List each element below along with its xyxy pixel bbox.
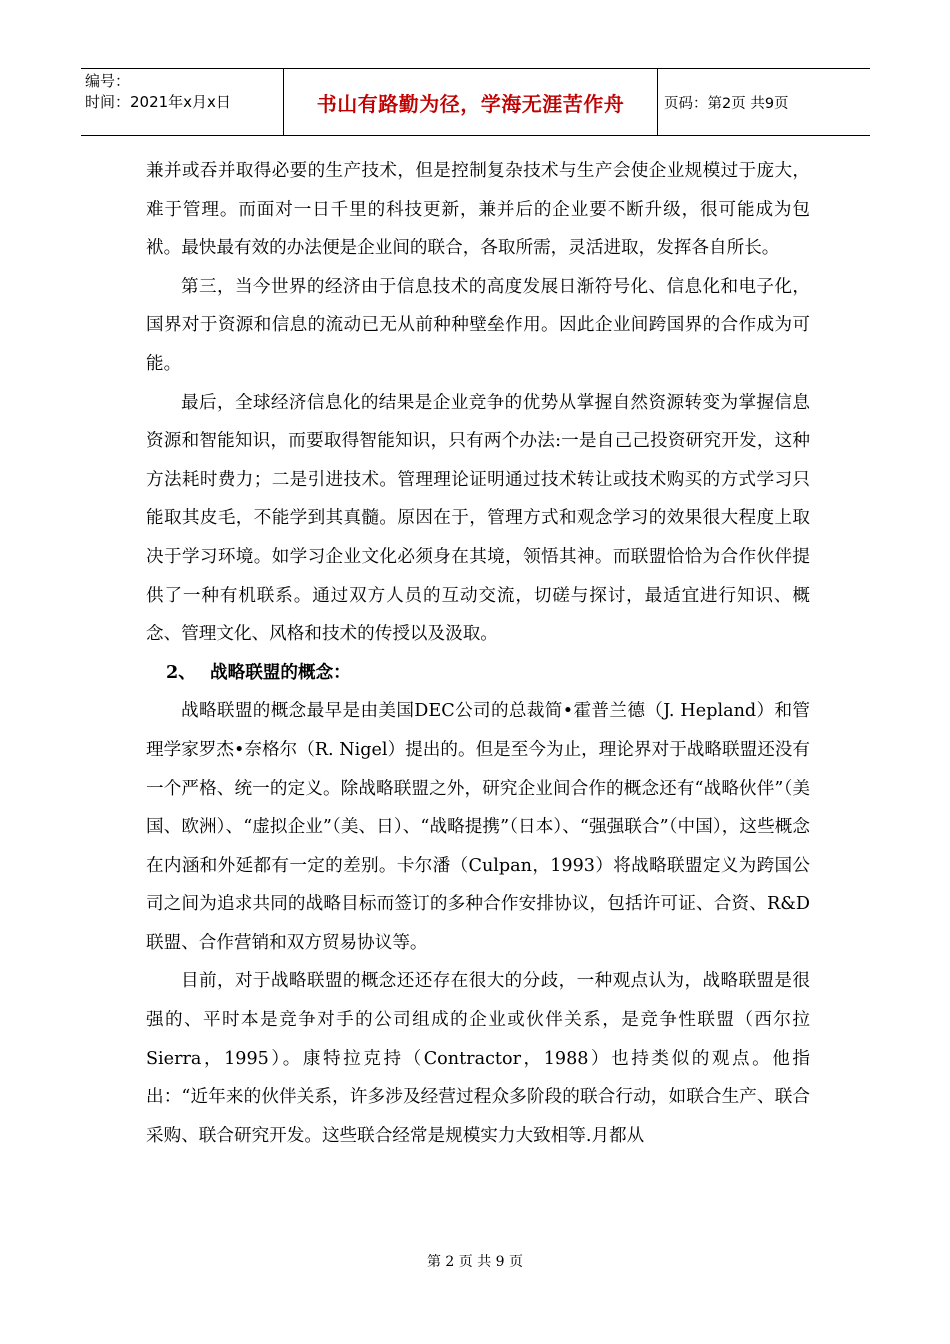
page-code: 页码：第2页 共9页 — [664, 95, 789, 112]
header-info-cell — [81, 69, 283, 135]
paragraph: 目前，对于战略联盟的概念还还存在很大的分歧，一种观点认为，战略联盟是很强的、平时本是竞争对手的公司组成的企业或伙伴关系，是竞争性联盟（西尔拉 Sierra，1995）。康特拉克持（Contractor，1988）也持类似的观点。他指出：“近年来的伙伴关系，许多涉及经营过程众多阶段的联合行动，如联合生产、联合采购、联合研究开发。这些联合经常是规模实力大致相等.月都从 — [146, 971, 810, 1146]
motto-text: 书山有路勤为径，学海无涯苦作舟 — [316, 91, 625, 116]
section-heading — [146, 654, 810, 693]
header-table — [81, 68, 870, 136]
header-motto-cell — [283, 69, 658, 135]
paragraph: 兼并或吞并取得必要的生产技术，但是控制复杂技术与生产会使企业规模过于庞大，难于管理。而面对一日千里的科技更新，兼并后的企业要不断升级，很可能成为包袱。最快最有效的办法便是企业间的联合，各取所需，灵活进取，发挥各自所长。 — [146, 161, 810, 259]
date-label: 时间：2021年x月x日 — [85, 93, 231, 111]
section-title: 战略联盟的概念： — [210, 661, 351, 683]
section-number: 2、 — [166, 661, 196, 683]
paragraph: 战略联盟的概念最早是由美国DEC公司的总裁简•霍普兰德（J. Hepland）和管理学家罗杰•奈格尔（R. Nigel）提出的。但是至今为止，理论界对于战略联盟还没有一个严格、统一的定义。除战略联盟之外，研究企业间合作的概念还有“战略伙伴”（美国、欧洲）、“虚拟企业”（美、日）、“战略提携”（日本）、“强强联合”（中国），这些概念在内涵和外延都有一定的差别。卡尔潘（Culpan，1993）将战略联盟定义为跨国公司之间为追求共同的战略目标而签订的多种合作安排协议，包括许可证、合资、R&D联盟、合作营销和双方贸易协议等。 — [146, 701, 810, 953]
page-footer: 第 2 页 共 9 页 — [426, 1254, 524, 1270]
document-body — [146, 152, 810, 1155]
paragraph: 最后，全球经济信息化的结果是企业竞争的优势从掌握自然资源转变为掌握信息资源和智能知识，而要取得智能知识，只有两个办法:一是自己己投资研究开发，这种方法耗时费力；二是引进技术。管理理论证明通过技术转让或技术购买的方式学习只能取其皮毛，不能学到其真髓。原因在于，管理方式和观念学习的效果很大程度上取决于学习环境。如学习企业文化必须身在其境，领悟其神。而联盟恰恰为合作伙伴提供了一种有机联系。通过双方人员的互动交流，切磋与探讨，最适宜进行知识、概念、管理文化、风格和技术的传授以及汲取。 — [146, 392, 810, 645]
header-page-cell — [658, 69, 870, 135]
doc-number-label: 编号： — [85, 72, 131, 90]
paragraph: 第三，当今世界的经济由于信息技术的高度发展日渐符号化、信息化和电子化，国界对于资源和信息的流动已无从前种种壁垒作用。因此企业间跨国界的合作成为可能。 — [146, 276, 810, 374]
